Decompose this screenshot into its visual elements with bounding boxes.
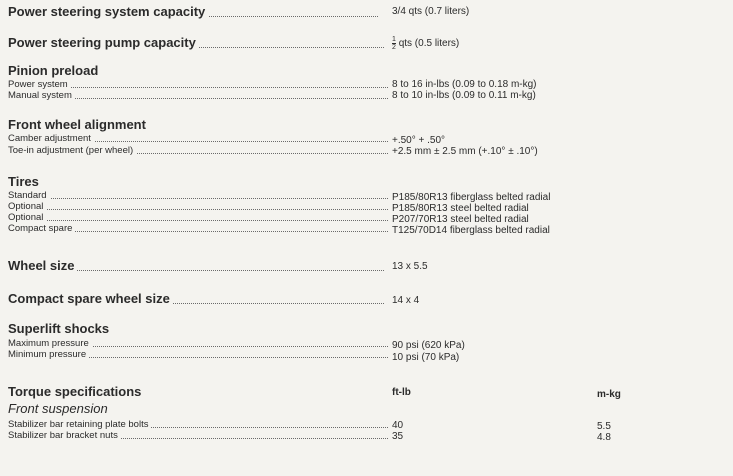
spec-row [8, 348, 388, 360]
spec-value: 13 x 5.5 [392, 261, 428, 272]
fraction: $\frac{1}{2}$ [392, 36, 396, 51]
spec-value: 90 psi (620 kPa) [392, 340, 465, 351]
spec-label: Power steering system capacity [8, 4, 378, 19]
spec-value: T125/70D14 fiberglass belted radial [392, 225, 550, 236]
spec-label: Compact spare wheel size [8, 291, 384, 306]
section-heading-tires: Tires [8, 174, 39, 189]
spec-label: Maximum pressure [8, 338, 388, 349]
column-header-ft-lb: ft-lb [392, 387, 411, 398]
subheading-front-suspension: Front suspension [8, 401, 108, 416]
spec-label: Minimum pressure [8, 349, 388, 360]
spec-value: +.50° + .50° [392, 135, 446, 146]
column-header-m-kg: m-kg [597, 389, 621, 400]
section-heading-pinion-preload: Pinion preload [8, 63, 99, 78]
torque-row [8, 429, 388, 441]
spec-value: +2.5 mm ± 2.5 mm (+.10° ± .10°) [392, 146, 538, 157]
section-heading-front-wheel-alignment: Front wheel alignment [8, 117, 146, 132]
spec-value: P185/80R13 steel belted radial [392, 203, 529, 214]
spec-row-compact-spare-wheel-size [8, 292, 384, 304]
spec-value: P185/80R13 fiberglass belted radial [392, 192, 551, 203]
torque-mkg-value: 5.5 [597, 421, 611, 432]
section-heading-superlift-shocks: Superlift shocks [8, 321, 110, 336]
spec-value-pump: $\frac{1}{2}$ qts (0.5 liters) [392, 36, 460, 51]
torque-ftlb-value: 40 [392, 420, 404, 431]
spec-value: 14 x 4 [392, 295, 420, 306]
spec-label: Power steering pump capacity [8, 35, 384, 50]
spec-label: Manual system [8, 90, 388, 101]
spec-label: Stabilizer bar bracket nuts [8, 430, 388, 441]
spec-row-power-steering-pump [8, 36, 384, 48]
spec-value: 8 to 10 in-lbs (0.09 to 0.11 m-kg) [392, 90, 536, 101]
spec-row-wheel-size [8, 259, 384, 271]
spec-label: Wheel size [8, 258, 384, 273]
spec-row [8, 222, 388, 234]
spec-label: Standard [8, 190, 388, 201]
spec-row [8, 144, 388, 156]
spec-row [8, 132, 388, 144]
torque-mkg-value: 4.8 [597, 432, 611, 443]
spec-row [8, 89, 388, 101]
spec-label: Stabilizer bar retaining plate bolts [8, 419, 388, 430]
spec-label: Camber adjustment [8, 133, 388, 144]
torque-ftlb-value: 35 [392, 431, 404, 442]
spec-value: 10 psi (70 kPa) [392, 352, 460, 363]
spec-value: P207/70R13 steel belted radial [392, 214, 529, 225]
section-heading-torque-specifications: Torque specifications [8, 384, 142, 399]
spec-label: Optional [8, 212, 388, 223]
spec-label: Power system [8, 79, 388, 90]
spec-value: 8 to 16 in-lbs (0.09 to 0.18 m-kg) [392, 79, 537, 90]
spec-value: 3/4 qts (0.7 liters) [392, 6, 470, 17]
spec-label: Compact spare [8, 223, 388, 234]
spec-label: Toe-in adjustment (per wheel) [8, 145, 388, 156]
spec-row-power-steering-system [8, 5, 378, 17]
spec-label: Optional [8, 201, 388, 212]
